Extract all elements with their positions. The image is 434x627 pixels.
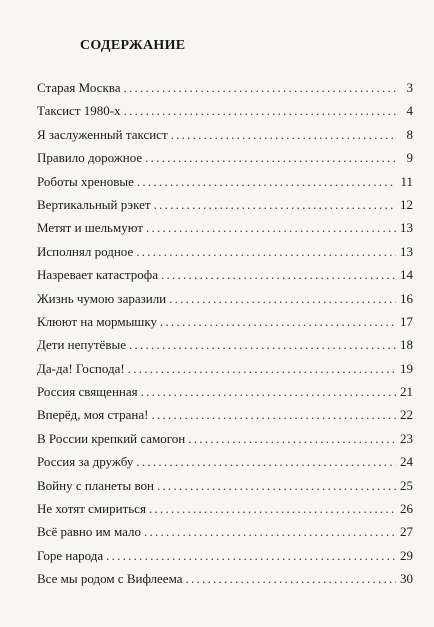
toc-entry-title: Роботы хреновые bbox=[37, 173, 134, 189]
dot-leader bbox=[151, 407, 396, 423]
toc-entry bbox=[37, 220, 413, 243]
toc-entry bbox=[37, 150, 413, 173]
toc-entry bbox=[37, 478, 413, 501]
dot-leader bbox=[171, 127, 396, 143]
dot-leader bbox=[144, 524, 396, 540]
toc-entry bbox=[37, 384, 413, 407]
dot-leader bbox=[161, 267, 396, 283]
dot-leader bbox=[137, 174, 396, 190]
toc-entry-title: В России крепкий самогон bbox=[37, 430, 186, 446]
dot-leader bbox=[141, 384, 396, 400]
dot-leader bbox=[129, 337, 396, 353]
toc-entry bbox=[37, 244, 413, 267]
toc-entry bbox=[37, 361, 413, 384]
toc-entry bbox=[37, 267, 413, 290]
toc-entry bbox=[37, 314, 413, 337]
dot-leader bbox=[154, 197, 396, 213]
toc-entry bbox=[37, 337, 413, 360]
toc-entry-title: Россия священная bbox=[37, 384, 138, 400]
toc-entry bbox=[37, 454, 413, 477]
toc-entry-title: Всё равно им мало bbox=[37, 524, 142, 540]
toc-entry-title: Исполнял родное bbox=[37, 243, 134, 259]
toc-entry-title: Метят и шельмуют bbox=[37, 220, 143, 236]
dot-leader bbox=[128, 361, 396, 377]
dot-leader bbox=[149, 501, 396, 517]
dot-leader bbox=[169, 291, 396, 307]
dot-leader bbox=[188, 431, 396, 447]
toc-entry bbox=[37, 197, 413, 220]
dot-leader bbox=[124, 80, 397, 96]
toc-entry bbox=[37, 174, 413, 197]
toc-entry-page-number: 12 bbox=[400, 196, 413, 212]
dot-leader bbox=[146, 220, 396, 236]
toc-entry-page-number: 22 bbox=[400, 407, 413, 423]
dot-leader bbox=[124, 103, 396, 119]
toc-entry-page-number: 9 bbox=[406, 150, 413, 166]
page-title: СОДЕРЖАНИЕ bbox=[80, 38, 186, 53]
toc-entry bbox=[37, 501, 413, 524]
toc-entry-title: Да-да! Господа! bbox=[37, 360, 125, 376]
toc-entry bbox=[37, 80, 413, 103]
dot-leader bbox=[136, 244, 396, 260]
toc-entry-page-number: 14 bbox=[400, 267, 413, 283]
toc-entry bbox=[37, 291, 413, 314]
toc-list bbox=[37, 80, 413, 595]
toc-entry-page-number: 13 bbox=[400, 243, 413, 259]
toc-entry-page-number: 13 bbox=[400, 220, 413, 236]
toc-entry bbox=[37, 548, 413, 571]
toc-entry-title: Россия за дружбу bbox=[37, 454, 134, 470]
toc-entry bbox=[37, 431, 413, 454]
toc-entry-page-number: 23 bbox=[400, 430, 413, 446]
toc-entry-title: Старая Москва bbox=[37, 80, 121, 95]
toc-entry-page-number: 29 bbox=[400, 547, 413, 563]
toc-entry-page-number: 4 bbox=[406, 103, 413, 119]
toc-entry-page-number: 8 bbox=[406, 126, 413, 142]
toc-entry-title: Правило дорожное bbox=[37, 150, 143, 166]
toc-entry-page-number: 27 bbox=[400, 524, 413, 540]
dot-leader bbox=[136, 454, 396, 470]
toc-entry-page-number: 21 bbox=[400, 384, 413, 400]
toc-entry-page-number: 19 bbox=[400, 360, 413, 376]
toc-entry-title: Вертикальный рэкет bbox=[37, 196, 151, 212]
dot-leader bbox=[185, 571, 396, 587]
toc-entry-title: Все мы родом с Вифлеема bbox=[37, 571, 183, 587]
toc-entry-title: Горе народа bbox=[37, 547, 104, 563]
toc-entry-page-number: 16 bbox=[400, 290, 413, 306]
dot-leader bbox=[157, 478, 396, 494]
toc-entry-page-number: 18 bbox=[400, 337, 413, 353]
toc-entry-title: Вперёд, моя страна! bbox=[37, 407, 149, 423]
toc-entry-page-number: 3 bbox=[406, 80, 413, 95]
toc-entry-title: Таксист 1980-х bbox=[37, 103, 121, 119]
toc-entry-title: Войну с планеты вон bbox=[37, 477, 154, 493]
toc-entry bbox=[37, 127, 413, 150]
toc-entry-title: Я заслуженный таксист bbox=[37, 126, 168, 142]
toc-entry-page-number: 24 bbox=[400, 454, 413, 470]
toc-entry bbox=[37, 103, 413, 126]
dot-leader bbox=[106, 548, 396, 564]
toc-entry-title: Жизнь чумою заразили bbox=[37, 290, 167, 306]
toc-entry-page-number: 17 bbox=[400, 313, 413, 329]
toc-entry-title: Дети непутёвые bbox=[37, 337, 126, 353]
toc-entry-page-number: 11 bbox=[400, 173, 413, 189]
toc-entry bbox=[37, 524, 413, 547]
dot-leader bbox=[145, 150, 396, 166]
dot-leader bbox=[160, 314, 396, 330]
toc-entry bbox=[37, 407, 413, 430]
toc-entry-page-number: 25 bbox=[400, 477, 413, 493]
toc-entry-title: Клюют на мормышку bbox=[37, 313, 157, 329]
toc-entry-title: Назревает катастрофа bbox=[37, 267, 158, 283]
toc-entry-page-number: 26 bbox=[400, 501, 413, 517]
toc-entry bbox=[37, 571, 413, 594]
toc-entry-title: Не хотят смириться bbox=[37, 501, 146, 517]
toc-entry-page-number: 30 bbox=[400, 571, 413, 587]
